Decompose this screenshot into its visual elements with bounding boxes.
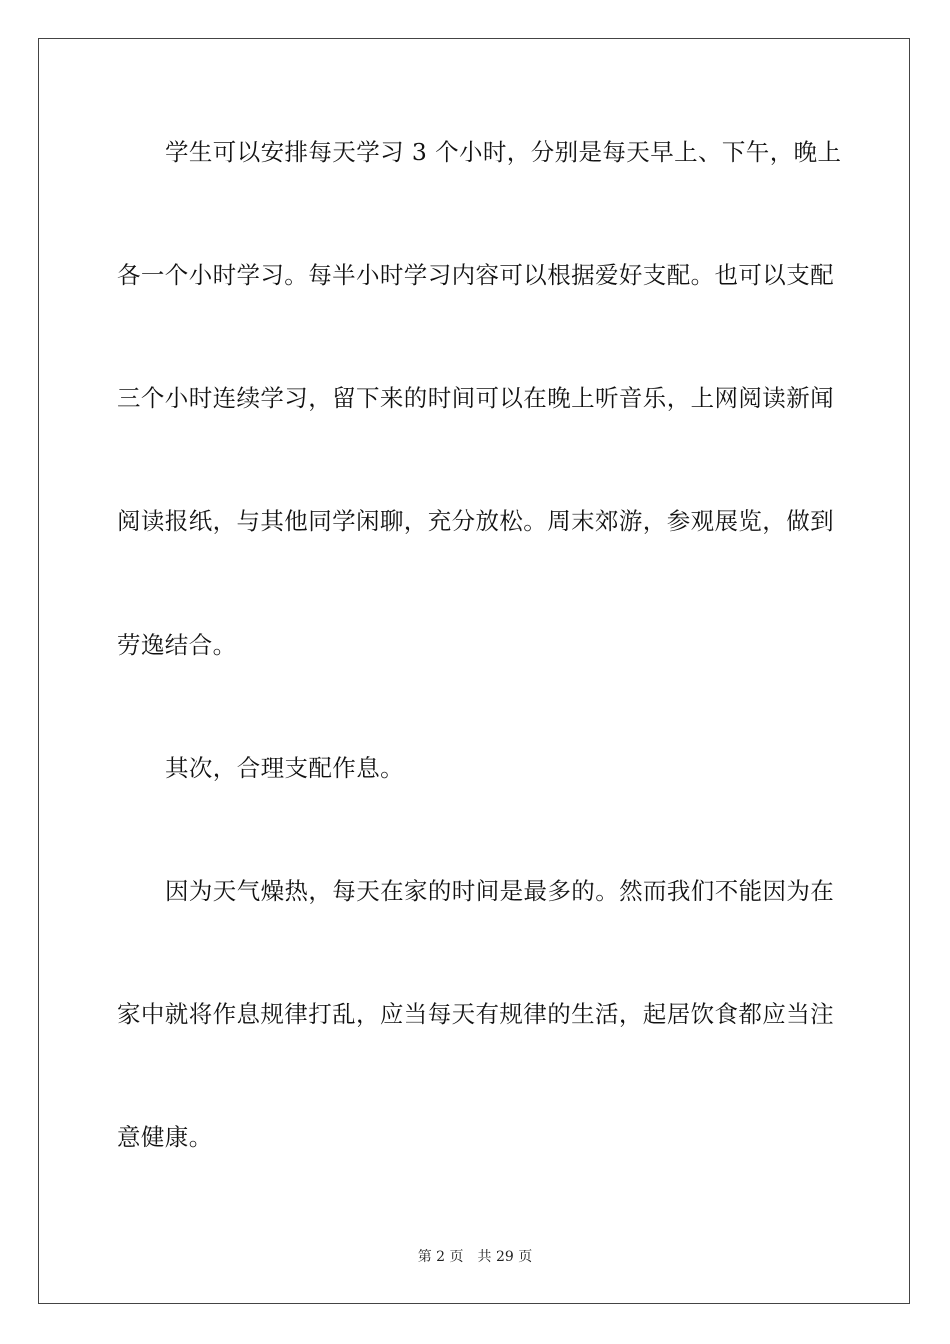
paragraph-1-line-1: 学生可以安排每天学习 3 个小时，分别是每天早上、下午，晚上 <box>165 138 842 166</box>
paragraph-1-line-3: 三个小时连续学习，留下来的时间可以在晚上听音乐，上网阅读新闻 <box>117 384 834 412</box>
paragraph-3-line-1: 因为天气燥热，每天在家的时间是最多的。然而我们不能因为在 <box>165 877 835 905</box>
paragraph-1-line-4: 阅读报纸，与其他同学闲聊，充分放松。周末郊游，参观展览，做到 <box>117 507 834 535</box>
paragraph-1-line-5: 劳逸结合。 <box>117 631 237 659</box>
page-footer <box>0 1247 950 1267</box>
paragraph-3-line-2: 家中就将作息规律打乱，应当每天有规律的生活，起居饮食都应当注 <box>117 1000 834 1028</box>
page-total: 共 29 页 <box>477 1249 533 1265</box>
paragraph-1-line-2: 各一个小时学习。每半小时学习内容可以根据爱好支配。也可以支配 <box>117 261 834 289</box>
page-border <box>38 38 910 1304</box>
paragraph-2-heading: 其次，合理支配作息。 <box>165 754 404 782</box>
page-number: 第 2 页 <box>417 1249 464 1265</box>
paragraph-3-line-3: 意健康。 <box>117 1123 213 1151</box>
